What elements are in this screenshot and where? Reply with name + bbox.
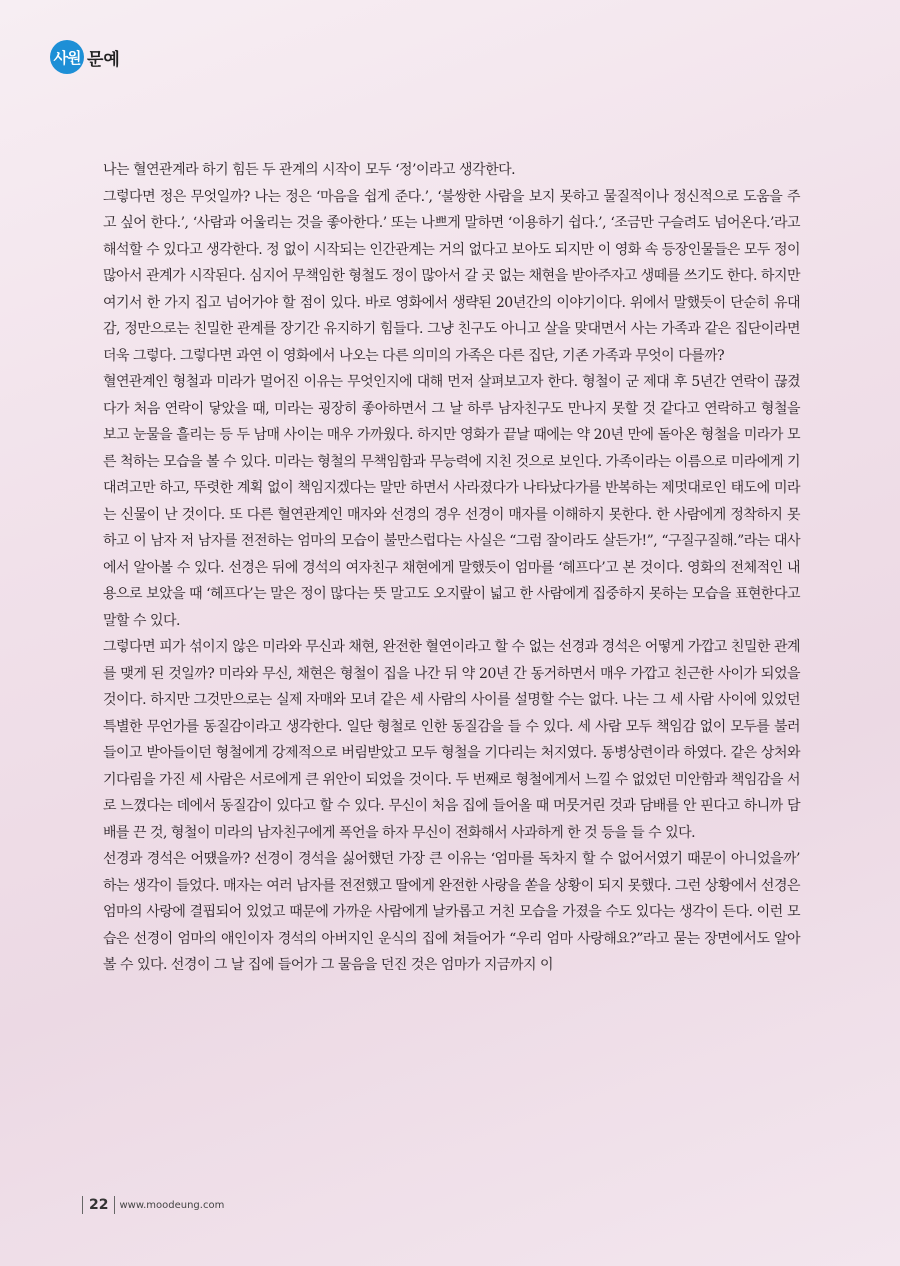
page-footer: [82, 1195, 224, 1215]
footer-divider: [114, 1196, 115, 1214]
website-link[interactable]: www.moodeung.com: [119, 1199, 225, 1211]
paragraph: 그렇다면 정은 무엇일까? 나는 정은 ‘마음을 쉽게 준다.’, ‘불쌍한 사람을 보지 못하고 물질적이나 정신적으로 도움을 주고 싶어 한다.’, ‘사람과 어울리는 것을 좋아한다.’ 또는 나쁘게 말하면 ‘이용하기 쉽다.’, ‘조금만 구슬려도 넘어온다.’라고 해석할 수 있다고 생각한다. 정 없이 시작되는 인간관계는 거의 없다고 보아도 되지만 이 영화 속 등장인물들은 모두 정이 많아서 관계가 시작된다. 심지어 무책임한 형철도 정이 많아서 갈 곳 없는 채현을 받아주자고 생떼를 쓰기도 한다. 하지만 여기서 한 가지 집고 넘어가야 할 점이 있다. 바로 영화에서 생략된 20년간의 이야기이다. 위에서 말했듯이 단순히 유대감, 정만으로는 친밀한 관계를 장기간 유지하기 힘들다. 그냥 친구도 아니고 살을 맞대면서 사는 가족과 같은 집단이라면 더욱 그렇다. 그렇다면 과연 이 영화에서 나오는 다른 의미의 가족은 다른 집단, 기존 가족과 무엇이 다를까?: [103, 188, 800, 364]
section-label: 문예: [87, 49, 120, 70]
section-badge: 사원: [50, 40, 84, 74]
paragraph: 나는 혈연관계라 하기 힘든 두 관계의 시작이 모두 ‘정’이라고 생각한다.: [103, 162, 516, 178]
paragraph: 그렇다면 피가 섞이지 않은 미라와 무신과 채현, 완전한 혈연이라고 할 수 없는 선경과 경석은 어떻게 가깝고 친밀한 관계를 맺게 된 것일까? 미라와 무신, 채현은 형철이 집을 나간 뒤 약 20년 간 동거하면서 매우 가깝고 친근한 사이가 되었을 것이다. 하지만 그것만으로는 실제 자매와 모녀 같은 세 사람의 사이를 설명할 수는 없다. 나는 그 세 사람 사이에 있었던 특별한 무언가를 동질감이라고 생각한다. 일단 형철로 인한 동질감을 들 수 있다. 세 사람 모두 책임감 없이 모두를 불러들이고 받아들이던 형철에게 강제적으로 버림받았고 모두 형철을 기다리는 처지였다. 동병상련이라 하였다. 같은 상처와 기다림을 가진 세 사람은 서로에게 큰 위안이 되었을 것이다. 두 번째로 형철에게서 느낄 수 없었던 미안함과 책임감을 서로 느꼈다는 데에서 동질감이 있다고 할 수 있다. 무신이 처음 집에 들어올 때 머뭇거린 것과 담배를 안 핀다고 하니까 담배를 끈 것, 형철이 미라의 남자친구에게 폭언을 하자 무신이 전화해서 사과하게 한 것 등을 들 수 있다.: [103, 639, 800, 841]
footer-divider: [82, 1196, 83, 1214]
paragraph: 선경과 경석은 어떘을까? 선경이 경석을 싫어했던 가장 큰 이유는 ‘엄마를 독차지 할 수 없어서였기 때문이 아니었을까’ 하는 생각이 들었다. 매자는 여러 남자를 전전했고 딸에게 완전한 사랑을 쏟을 상황이 되지 못했다. 그런 상황에서 선경은 엄마의 사랑에 결핍되어 있었고 때문에 가까운 사람에게 날카롭고 거친 모습을 가졌을 수도 있다는 생각이 든다. 이런 모습은 선경이 엄마의 애인이자 경석의 아버지인 운식의 집에 쳐들어가 “우리 엄마 사랑해요?”라고 묻는 장면에서도 알아볼 수 있다. 선경이 그 날 집에 들어가 그 물음을 던진 것은 엄마가 지금까지 이: [103, 851, 800, 973]
section-header: [50, 40, 120, 74]
article-body: [103, 157, 800, 979]
paragraph: 혈연관계인 형철과 미라가 멀어진 이유는 무엇인지에 대해 먼저 살펴보고자 한다. 형철이 군 제대 후 5년간 연락이 끊겼다가 처음 연락이 닿았을 때, 미라는 굉장히 좋아하면서 그 날 하루 남자친구도 만나지 못할 것 같다고 연락하고 형철을 보고 눈물을 흘리는 등 두 남매 사이는 매우 가까웠다. 하지만 영화가 끝날 때에는 약 20년 만에 돌아온 형철을 미라가 모른 척하는 모습을 볼 수 있다. 미라는 형철의 무책임함과 무능력에 지친 것으로 보인다. 가족이라는 이름으로 미라에게 기대려고만 하고, 뚜렷한 계획 없이 책임지겠다는 말만 하면서 사라졌다가 나타났다가를 반복하는 제멋대로인 태도에 미라는 신물이 난 것이다. 또 다른 혈연관계인 매자와 선경의 경우 선경이 매자를 이해하지 못한다. 한 사람에게 정착하지 못하고 이 남자 저 남자를 전전하는 엄마의 모습이 불만스럽다는 사실은 “그럼 잘이라도 살든가!”, “구질구질해.”라는 대사에서 알아볼 수 있다. 선경은 뒤에 경석의 여자친구 채현에게 말했듯이 엄마를 ‘헤프다’고 본 것이다. 영화의 전체적인 내용으로 보았을 때 ‘헤프다’는 말은 정이 많다는 뜻 말고도 오지랖이 넓고 한 사람에게 집중하지 못하는 모습을 표현한다고 말할 수 있다.: [103, 374, 800, 629]
page-number: 22: [89, 1197, 109, 1213]
